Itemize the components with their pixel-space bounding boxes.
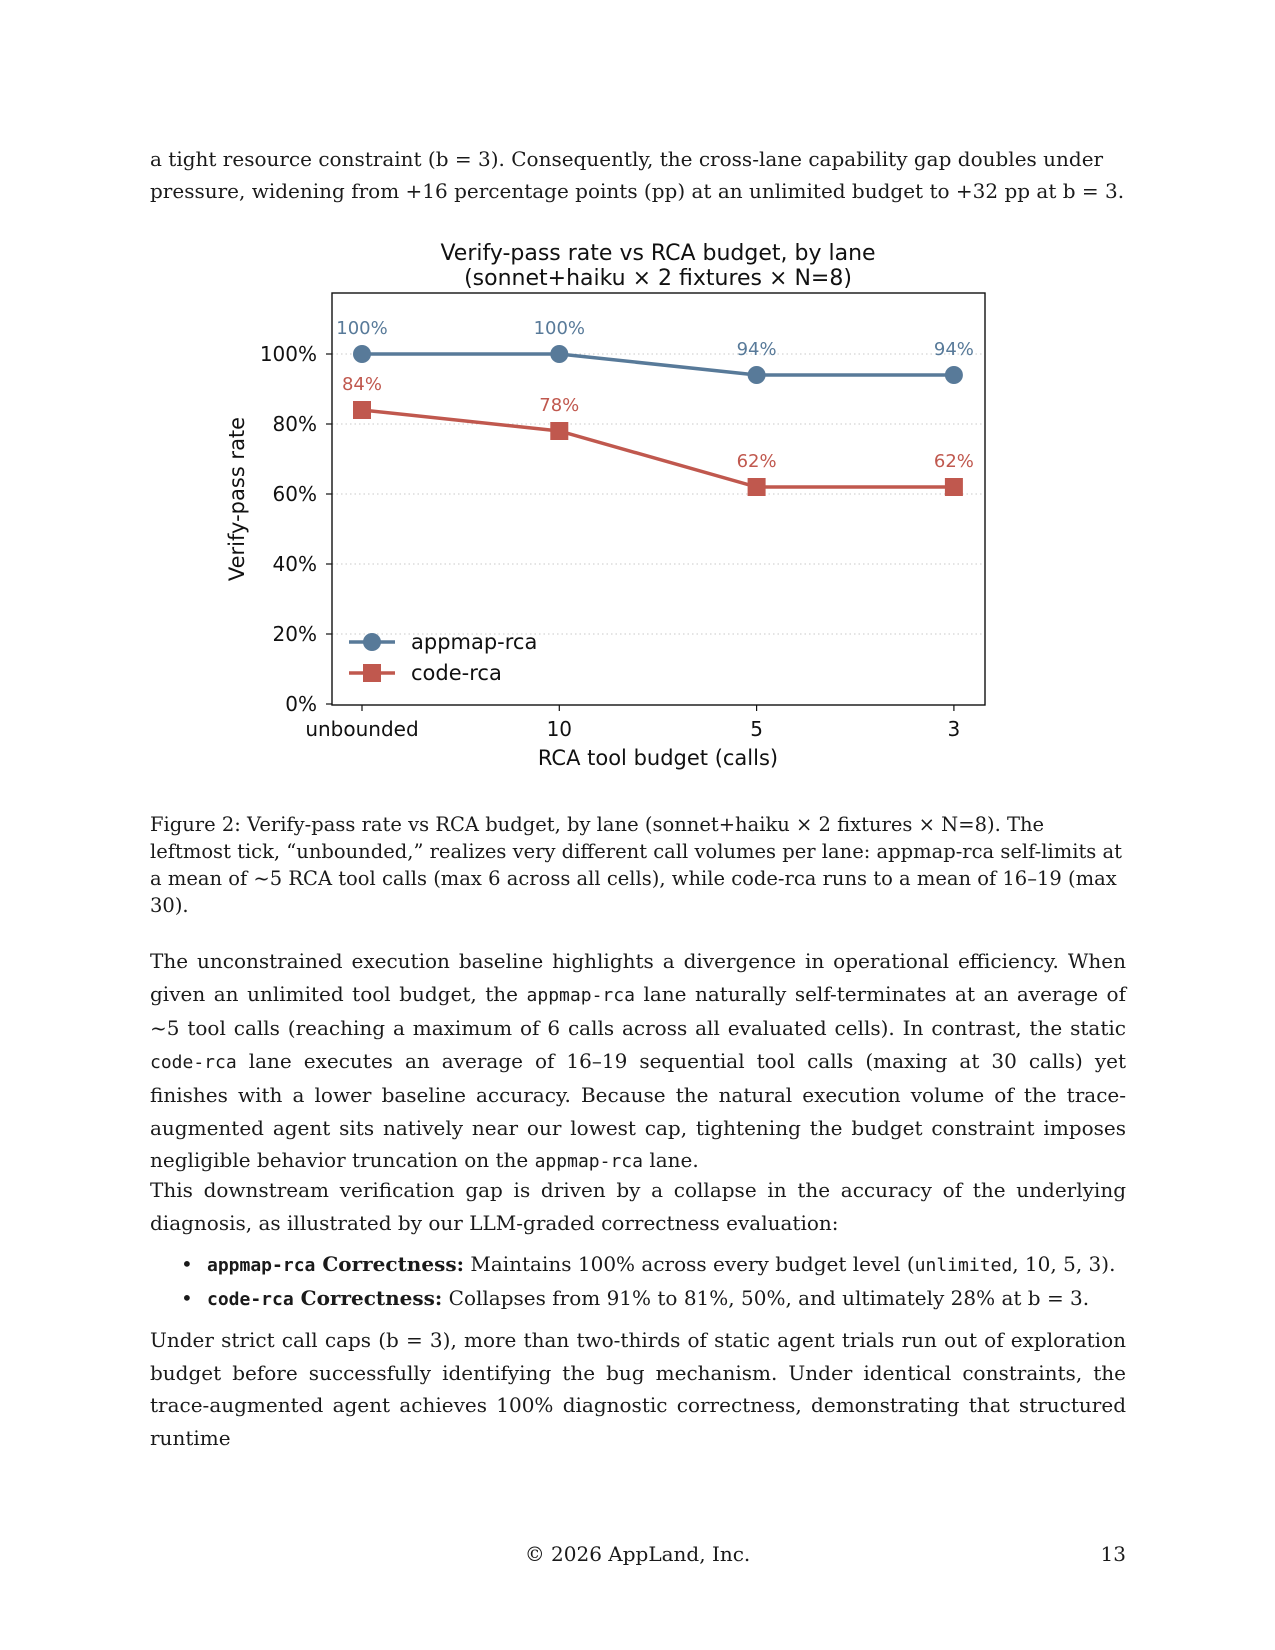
x-tick-label: unbounded [305,717,419,741]
page-number: 13 [1100,1542,1126,1566]
bullet-text: Collapses from 91% to 81%, 50%, and ultimately 28% at b = 3. [442,1286,1090,1310]
data-label-code-rca: 78% [539,395,580,416]
data-label-appmap-rca: 100% [336,318,388,339]
bullet-text-tail: , 10, 5, 3). [1012,1252,1116,1276]
y-tick-label: 20% [272,622,317,646]
bullet-list [150,1248,1126,1316]
bullet-icon: • [181,1252,193,1276]
code-appmap-rca: appmap-rca [534,1151,643,1172]
footer-copyright: © 2026 AppLand, Inc. [524,1542,751,1566]
paragraph-text: lane executes an average of 16–19 sequential tool calls (maxing at 30 calls) yet finishes with a lower baseline accuracy. Because the natural execution volume of the trace-augmented agent sits natively near our lowest cap, tightening the budget constraint imposes negligible behavior truncation on the [150,1048,1126,1172]
x-tick-label: 10 [546,717,573,741]
paragraph-text: lane naturally self-terminates at an average of ~5 tool calls (reaching a maximum of 6 calls across all evaluated cells). In contrast, the static [150,981,1126,1040]
caption-line-2: leftmost tick, “unbounded,” realizes very different call volumes per lane: appmap-rca self-limits at [150,840,1122,863]
data-point-code-rca [353,401,371,419]
bullet-icon: • [181,1286,193,1310]
data-point-appmap-rca [353,345,371,363]
y-tick-label: 60% [272,482,317,506]
paragraph-caps: Under strict call caps (b = 3), more than two-thirds of static agent trials run out of exploration budget before successfully identifying the bug mechanism. Under identical constraints, the trace-augmented agent achieves 100% diagnostic correctness, demonstrating that structured runtime [150,1328,1126,1450]
legend-label-appmap-rca: appmap-rca [411,630,538,654]
x-tick-label: 3 [947,717,961,741]
bullet-bold: Correctness: [293,1286,443,1310]
bullet-code-inline: unlimited [914,1255,1013,1276]
code-code-rca: code-rca [150,1051,237,1073]
data-label-appmap-rca: 94% [736,339,777,360]
legend [349,630,537,685]
data-label-appmap-rca: 94% [933,339,974,360]
paragraph-text: The unconstrained execution baseline highlights a divergence in operational efficiency. When given an unlimited tool budget, the [150,949,1126,1006]
bullet-code: code-rca [207,1289,294,1310]
data-point-appmap-rca [550,345,568,363]
legend-label-code-rca: code-rca [411,661,502,685]
paragraph-baseline [150,945,1126,1179]
data-point-code-rca [748,478,766,496]
y-tick-label: 0% [285,692,317,716]
bullet-text: Maintains 100% across every budget level ( [463,1252,915,1276]
data-label-code-rca: 62% [933,451,974,472]
caption-line-4: 30). [150,894,189,917]
data-point-code-rca [945,478,963,496]
caption-line-1: Figure 2: Verify-pass rate vs RCA budget, by lane (sonnet+haiku × 2 fixtures × N=8). The [150,813,1045,836]
y-tick-label: 40% [272,552,317,576]
x-axis-label: RCA tool budget (calls) [537,746,779,770]
data-point-appmap-rca [748,366,766,384]
series-line-appmap-rca [362,354,954,375]
data-point-appmap-rca [945,366,963,384]
x-tick-label: 5 [750,717,763,741]
line-chart [0,0,1275,820]
bullet-code: appmap-rca [207,1255,316,1276]
chart-subtitle: (sonnet+haiku × 2 fixtures × N=8) [464,266,852,291]
bullet-bold: Correctness: [315,1252,464,1276]
series-line-code-rca [362,410,954,487]
data-label-code-rca: 62% [736,451,777,472]
bullet-item-appmap [150,1248,1126,1282]
intro-line-1: a tight resource constraint (b = 3). Consequently, the cross-lane capability gap doubles under [150,147,1104,171]
code-appmap-rca: appmap-rca [526,984,635,1006]
caption-line-3: a mean of ~5 RCA tool calls (max 6 across all cells), while code-rca runs to a mean of 16–19 (max [150,867,1117,890]
data-label-code-rca: 84% [341,374,383,395]
chart-title: Verify-pass rate vs RCA budget, by lane [440,241,876,266]
data-point-code-rca [550,422,568,440]
y-tick-label: 80% [272,412,317,436]
paragraph-gap: This downstream verification gap is driven by a collapse in the accuracy of the underlying diagnosis, as illustrated by our LLM-graded correctness evaluation: [150,1178,1126,1235]
data-label-appmap-rca: 100% [533,318,586,339]
paragraph-text: lane. [642,1148,699,1172]
y-axis-label: Verify-pass rate [225,416,249,582]
bullet-item-code [150,1282,1126,1316]
intro-line-2: pressure, widening from +16 percentage points (pp) at an unlimited budget to +32 pp at b = 3. [150,179,1125,203]
legend-marker-code-rca [363,664,381,682]
y-tick-label: 100% [259,342,317,366]
legend-marker-appmap-rca [363,633,381,651]
